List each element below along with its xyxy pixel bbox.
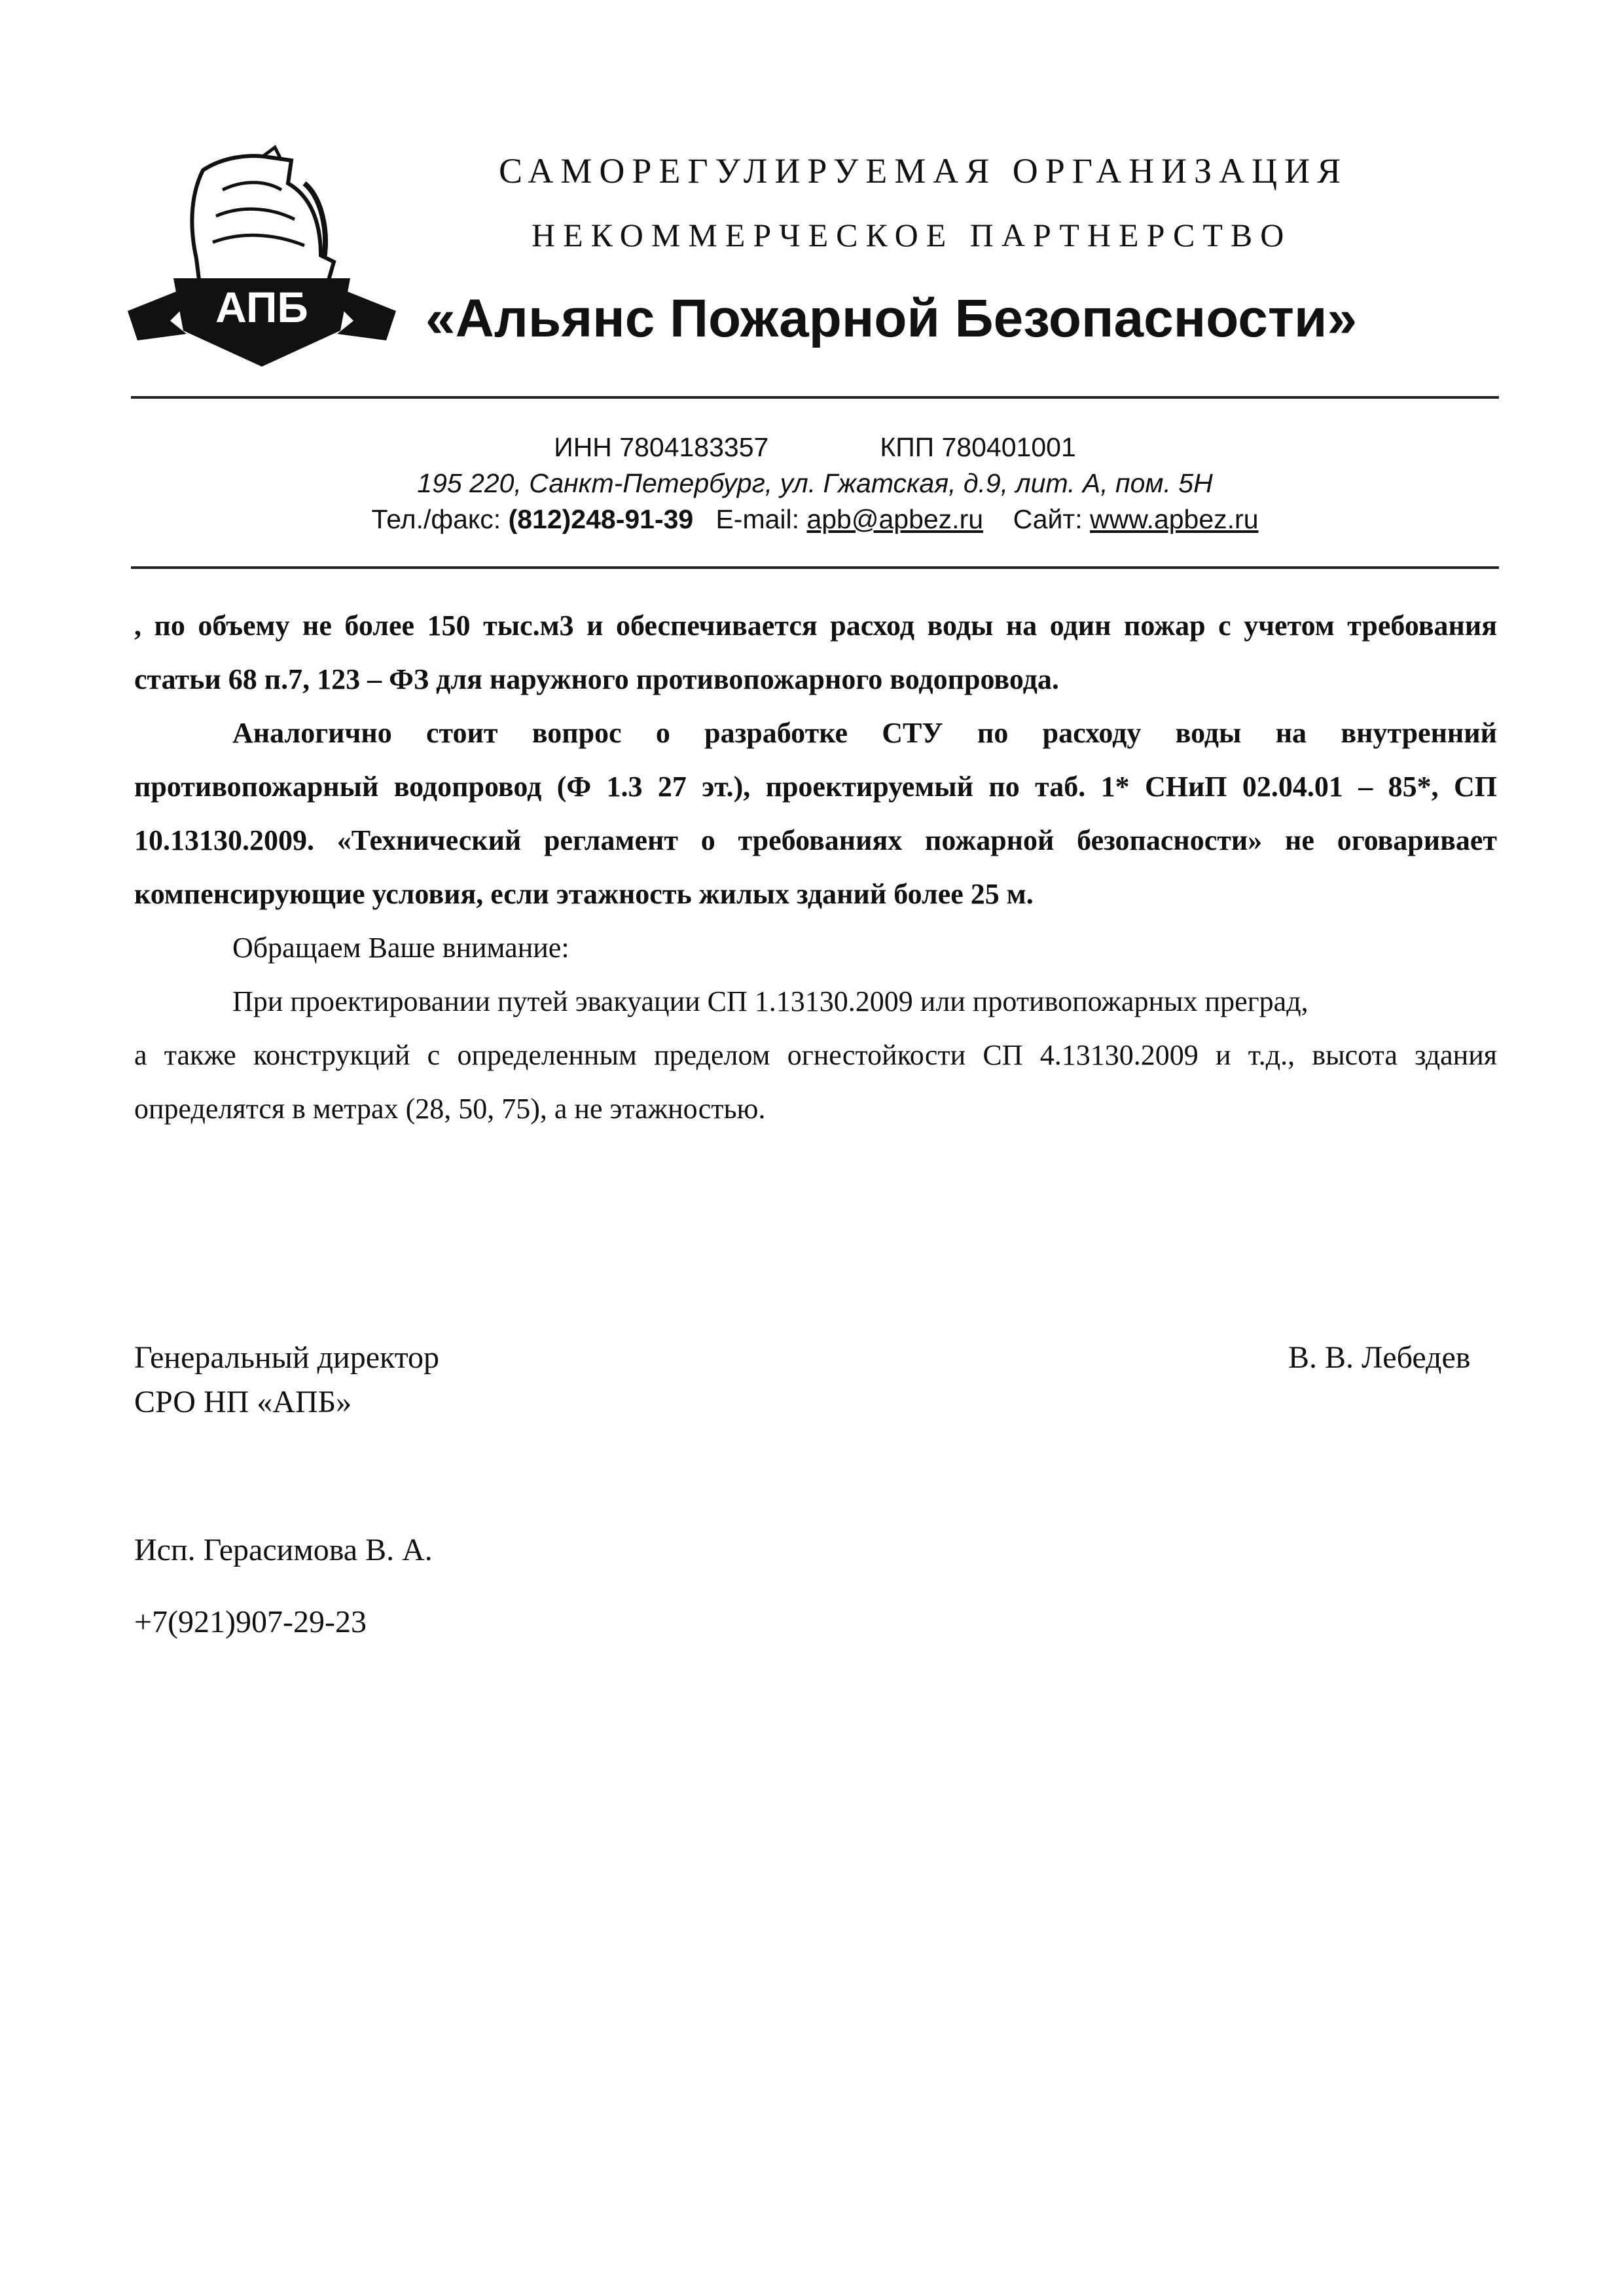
- header-line-2: НЕКОММЕРЧЕСКОЕ ПАРТНЕРСТВО: [532, 217, 1292, 253]
- logo-text: АПБ: [215, 283, 308, 331]
- requisites-address: [131, 468, 1499, 499]
- requisites-inn-kpp: [131, 432, 1499, 463]
- executor-phone: +7(921)907-29-23: [134, 1605, 367, 1639]
- paragraph-line: статьи 68 п.7, 123 – ФЗ для наружного противопожарного водопровода.: [134, 663, 1059, 695]
- kpp: КПП 780401001: [880, 432, 1076, 462]
- header-line-1: САМОРЕГУЛИРУЕМАЯ ОРГАНИЗАЦИЯ: [499, 151, 1348, 191]
- position-line-1: Генеральный директор: [134, 1340, 440, 1375]
- organization-name: «Альянс Пожарной Безопасности»: [425, 289, 1358, 348]
- paragraph-3: [134, 921, 1497, 975]
- tel-label: Тел./факс:: [371, 504, 501, 534]
- paragraph-line: определятся в метрах (28, 50, 75), а не этажностью.: [134, 1093, 766, 1125]
- paragraph-line: , по объему не более 150 тыс.м3 и обеспечивается расход воды на один пожар с учетом требования: [134, 610, 1497, 642]
- signatory-position: [134, 1336, 439, 1425]
- paragraph-2: [134, 706, 1497, 921]
- requisites-contacts: [131, 504, 1499, 535]
- paragraph-1: [134, 599, 1497, 706]
- header-divider-top: [131, 396, 1499, 399]
- position-line-2: СРО НП «АПБ»: [134, 1385, 352, 1419]
- paragraph-line: Обращаем Ваше внимание:: [232, 932, 569, 964]
- apb-logo: [124, 144, 399, 386]
- address: 195 220, Санкт-Петербург, ул. Гжатская, д.9, лит. А, пом. 5Н: [417, 468, 1213, 498]
- paragraph-line: компенсирующие условия, если этажность жилых зданий более 25 м.: [134, 878, 1034, 910]
- paragraph-line: а также конструкций с определенным пределом огнестойкости СП 4.13130.2009 и т.д., высота здания: [134, 1039, 1497, 1071]
- inn: ИНН 7804183357: [554, 432, 769, 462]
- email-label: E-mail:: [715, 504, 800, 534]
- paragraph-line: Аналогично стоит вопрос о разработке СТУ по расходу воды на внутренний: [232, 717, 1497, 749]
- email-link[interactable]: apb@apbez.ru: [806, 504, 984, 534]
- paragraph-line: При проектировании путей эвакуации СП 1.13130.2009 или противопожарных преград,: [232, 985, 1308, 1017]
- site-link[interactable]: www.apbez.ru: [1090, 504, 1259, 534]
- paragraph-4: [134, 975, 1497, 1136]
- executor-name: Исп. Герасимова В. А.: [134, 1533, 433, 1567]
- tel-value: (812)248-91-39: [508, 504, 694, 534]
- paragraph-line: 10.13130.2009. «Технический регламент о требованиях пожарной безопасности» не оговаривает: [134, 824, 1497, 856]
- signatory-name: В. В. Лебедев: [1288, 1340, 1471, 1375]
- site-label: Сайт:: [1013, 504, 1083, 534]
- header-divider-bottom: [131, 566, 1499, 569]
- paragraph-line: противопожарный водопровод (Ф 1.3 27 эт.), проектируемый по таб. 1* СНиП 02.04.01 – 85*, СП: [134, 771, 1497, 803]
